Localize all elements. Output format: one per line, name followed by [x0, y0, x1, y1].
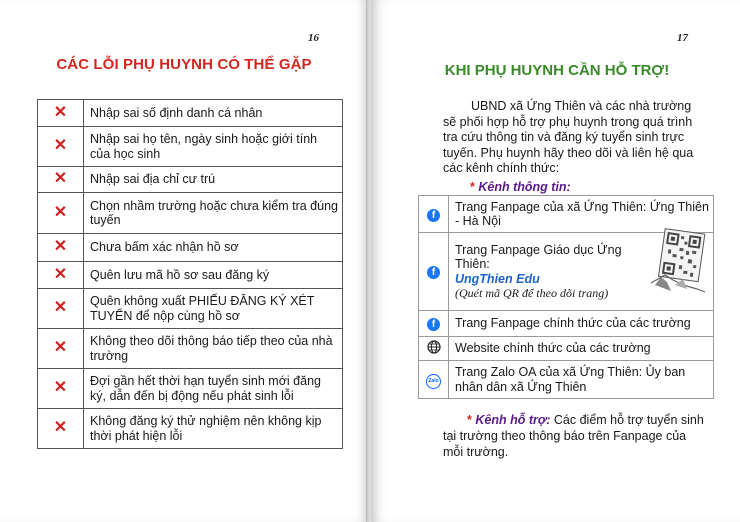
left-page — [0, 0, 368, 522]
error-row — [38, 262, 343, 289]
error-text: Không theo dõi thông báo tiếp theo của nhà trường — [84, 329, 343, 369]
error-text: Chọn nhầm trường hoặc chưa kiểm tra đúng tuyến — [84, 193, 343, 234]
left-page-title: CÁC LỖI PHỤ HUYNH CÓ THỂ GẶP — [56, 56, 312, 73]
error-row — [38, 234, 343, 262]
error-text: Quên không xuất PHIẾU ĐĂNG KÝ XÉT TUYỂN để nộp cùng hồ sơ — [84, 289, 343, 329]
channel-row — [419, 311, 714, 337]
edu-page-name[interactable]: UngThien Edu — [455, 271, 540, 286]
cross-icon: ✕ — [38, 329, 84, 369]
error-text: Nhập sai số định danh cá nhân — [84, 100, 343, 127]
facebook-icon: f — [427, 266, 440, 279]
star-marker: * — [467, 413, 472, 427]
edu-channel — [455, 243, 709, 301]
cross-icon: ✕ — [38, 167, 84, 193]
channel-row — [419, 337, 714, 361]
errors-table — [37, 99, 343, 449]
qr-note: (Quét mã QR để theo dõi trang) — [455, 286, 609, 300]
intro-text: UBND xã Ứng Thiên và các nhà trường sẽ phối hợp hỗ trợ phụ huynh trong quá trình tra cứu thông tin và đăng ký tuyển sinh trực tuyến. Phụ huynh hãy theo dõi và liên hệ qua các kênh chính thức: — [443, 99, 694, 175]
error-text: Quên lưu mã hồ sơ sau đăng ký — [84, 262, 343, 289]
cross-icon: ✕ — [38, 409, 84, 449]
channel-text[interactable]: Website chính thức của các trường — [449, 337, 714, 361]
cross-icon: ✕ — [38, 369, 84, 409]
facebook-icon: f — [427, 318, 440, 331]
zalo-icon: Zalo — [426, 374, 441, 389]
channel-text[interactable]: Trang Fanpage chính thức của các trường — [449, 311, 714, 337]
cross-icon: ✕ — [38, 289, 84, 329]
page-number-left: 16 — [308, 32, 319, 44]
cross-icon: ✕ — [38, 234, 84, 262]
error-row — [38, 289, 343, 329]
error-row — [38, 329, 343, 369]
error-row — [38, 369, 343, 409]
channel-row — [419, 233, 714, 311]
error-row — [38, 127, 343, 167]
intro-paragraph — [443, 99, 705, 177]
facebook-icon: f — [427, 209, 440, 222]
cross-icon: ✕ — [38, 100, 84, 127]
channel-text[interactable]: Trang Fanpage Giáo dục Ứng Thiên: — [455, 242, 622, 271]
support-paragraph — [443, 412, 705, 460]
channels-table — [418, 195, 714, 399]
error-row — [38, 167, 343, 193]
error-row — [38, 193, 343, 234]
right-page-title: KHI PHỤ HUYNH CẦN HỖ TRỢ! — [444, 62, 670, 79]
error-text: Chưa bấm xác nhận hồ sơ — [84, 234, 343, 262]
error-text: Không đăng ký thử nghiệm nên không kịp thời phát hiện lỗi — [84, 409, 343, 449]
channels-heading-text: Kênh thông tin: — [478, 180, 571, 194]
cross-icon: ✕ — [38, 193, 84, 234]
support-heading: Kênh hỗ trợ: — [475, 413, 551, 427]
error-text: Nhập sai họ tên, ngày sinh hoặc giới tính của học sinh — [84, 127, 343, 167]
error-text: Nhập sai địa chỉ cư trú — [84, 167, 343, 193]
channel-text[interactable]: Trang Zalo OA của xã Ứng Thiên: Ủy ban nhân dân xã Ứng Thiên — [449, 361, 714, 399]
qr-code-illustration[interactable] — [649, 225, 711, 299]
cross-icon: ✕ — [38, 127, 84, 167]
channel-text[interactable]: Trang Fanpage của xã Ứng Thiên: Ứng Thiên - Hà Nội — [449, 196, 714, 233]
star-marker: * — [470, 180, 475, 194]
error-row — [38, 409, 343, 449]
channel-row — [419, 361, 714, 399]
channels-heading — [470, 180, 571, 194]
page-number-right: 17 — [677, 32, 688, 44]
cross-icon: ✕ — [38, 262, 84, 289]
error-text: Đợi gần hết thời hạn tuyển sinh mới đăng ký, dẫn đến bị động nếu phát sinh lỗi — [84, 369, 343, 409]
support-text: Các điểm hỗ trợ tuyển sinh tại trường theo thông báo trên Fanpage của mỗi trường. — [443, 413, 704, 459]
globe-icon — [427, 343, 441, 357]
error-row — [38, 100, 343, 127]
